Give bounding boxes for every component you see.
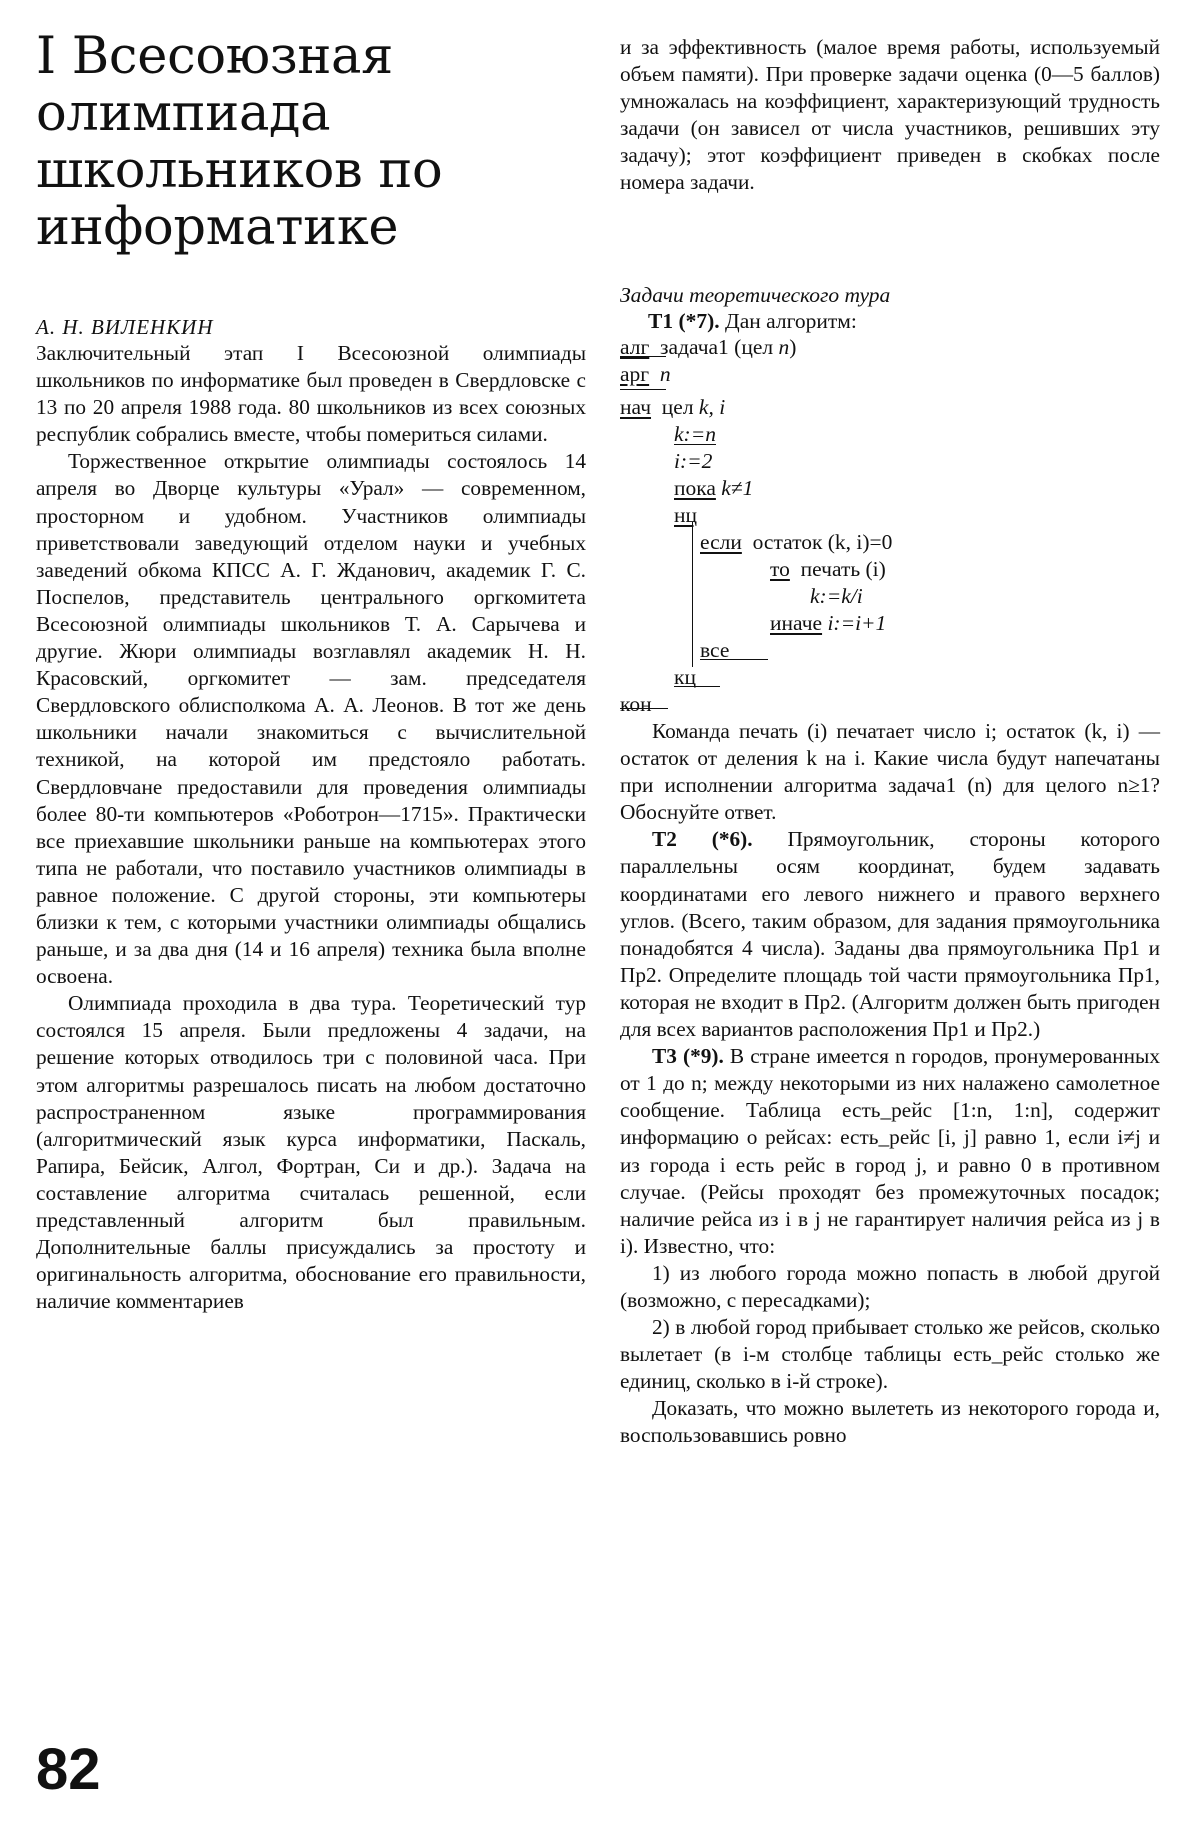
left-column-text [36,340,586,1315]
if-end-line [700,659,768,660]
code-var: n [659,362,671,386]
paragraph-intro: Заключительный этап I Всесоюзной олимпиады школьников по информатике был проведен в Свердловске с 13 по 20 апреля 1988 года. 80 школьников из всех союзных республик собрались вместе, чтобы помериться силами. [36,341,586,447]
bracket-line [620,356,666,357]
task-t3-label: Т3 (*9). [652,1044,724,1069]
listing-end-line [620,708,668,709]
keyword-poka: пока [674,476,716,500]
code-var: k, i [698,395,726,419]
code-line-arg [620,361,671,388]
code-line-kon [620,691,652,718]
task-t3-final: Доказать, что можно вылететь из некоторого города и, воспользовавшись ровно [620,1396,1160,1448]
keyword-nc: нц [674,503,698,527]
right-column-tasks [620,718,1160,1450]
code-line-then [770,556,886,583]
keyword-to: то [770,557,790,581]
task-t3-text: В стране имеется n городов, пронумерованных от 1 до n; между некоторыми из них налажено самолетное сообщение. Таблица есть_рейс [1:n, 1:n], содержит информацию о рейсах: есть_рейс [i, j] равно 1, если i≠j и из города i есть рейс в город j, и равно 0 в противном случае. (Рейсы проходят без промежуточных посадок; наличие рейса из i в j не гарантирует наличия рейса из j в i). Известно, что: [620,1044,1160,1258]
code-var: i:=i+1 [827,611,887,635]
task-t3 [620,1043,1160,1260]
code-text: цел [661,395,694,419]
article-title: I Всесоюзная олимпиада школьников по информатике [36,27,443,257]
section-heading: Задачи теоретического тура [620,283,891,307]
task-t2-label: Т2 (*6). [652,827,753,852]
loop-end-line [674,686,720,687]
task-t1-label: Т1 (*7). [648,309,720,333]
task-t2-text: Прямоугольник, стороны которого параллельны осям координат, будем задавать координатами его левого нижнего и правого верхнего углов. (Всего, таким образом, для задания прямоугольника понадобятся 4 числа). Заданы два прямоугольника Пр1 и Пр2. Определите площадь той части прямоугольника Пр1, которая не входит в Пр2. (Алгоритм должен быть пригоден для всех вариантов расположения Пр1 и Пр2.) [620,827,1161,1042]
article-author: А. Н. ВИЛЕНКИН [36,315,214,339]
bracket-line [620,389,666,390]
keyword-esli: если [700,530,742,554]
keyword-alg: алг [620,335,650,359]
keyword-kc: кц [674,665,696,689]
code-text: печать (i) [800,557,886,581]
keyword-arg: арг [620,362,650,386]
task-t3-item-2: 2) в любой город прибывает столько же рейсов, сколько вылетает (в i-м столбце таблицы есть_рейс столько же единиц, сколько в i-й строке). [620,1315,1160,1394]
paragraph-tours: Олимпиада проходила в два тура. Теоретический тур состоялся 15 апреля. Были предложены 4 задачи, на решение которых отводилось три с половиной часа. При этом алгоритмы разрешалось писать на любом достаточно распространенном языке программирования (алгоритмический язык курса информатики, Паскаль, Рапира, Бейсик, Алгол, Фортран, Си и др.). Задача на составление алгоритма считалась решенной, если представленный алгоритм был правильным. Дополнительные баллы присуждались за простоту и оригинальность алгоритма, обоснование его правильности, наличие комментариев [36,991,586,1314]
code-text: задача1 (цел [660,335,774,359]
keyword-nach: нач [620,395,652,419]
page-number: 82 [36,1737,101,1802]
paragraph-continuation: и за эффективность (малое время работы, используемый объем памяти). При проверке задачи оценка (0—5 баллов) умножалась на коэффициент, характеризующий трудность задачи (он зависел от числа участников, решивших эту задачу); этот коэффициент приведен в скобках после номера задачи. [620,35,1160,195]
task-t3-item-1: 1) из любого города можно попасть в любой другой (возможно, с пересадками); [620,1260,1160,1312]
code-var: k≠1 [721,476,754,500]
bracket-line [674,444,716,445]
right-column-continuation [620,34,1160,197]
code-line-assign-k: k:=n [674,422,716,446]
task-t2 [620,826,1160,1043]
task-t1-heading [648,309,857,334]
code-line-assign-i: i:=2 [674,449,713,473]
code-line-else [770,610,886,637]
code-line-while [674,475,753,502]
code-line-nach [620,394,725,421]
code-var: n [778,335,790,359]
keyword-kon: кон [620,692,652,716]
paragraph-opening: Торжественное открытие олимпиады состоялось 14 апреля во Дворце культуры «Урал» — современном, просторном и удобном. Участников олимпиады приветствовали заведующий отделом науки и учебных заведений обкома КПСС А. Г. Жданович, академик Г. С. Поспелов, представитель центрального оргкомитета Всесоюзной олимпиады школьников Т. А. Сарычева и другие. Жюри олимпиады возглавлял академик Н. Н. Красовский, оргкомитет — зам. председателя Свердловского облисполкома А. А. Леонов. В тот же день школьники начали знакомиться с вычислительной техникой, на которой им предстояло работать. Свердловчане предоставили для проведения олимпиады более 80-ти компьютеров «Роботрон—1715». Практически все приехавшие школьники раньше на компьютерах этого типа не работали, что поставило участников олимпиады в равное положение. С другой стороны, эти компьютеры близки к тем, с которыми участники олимпиады общались раньше, и за два дня (14 и 16 апреля) техника была вполне освоена. [36,449,586,989]
code-line-if [700,529,892,556]
task-t1-intro: Дан алгоритм: [725,309,857,333]
code-text: ) [789,335,797,359]
code-text: остаток (k, i)=0 [752,530,893,554]
code-line-nc [674,502,697,529]
keyword-inache: иначе [770,611,823,635]
task-t1-explanation: Команда печать (i) печатает число i; остаток (k, i) — остаток от деления k на i. Какие числа будут напечатаны при исполнении алгоритма задача1 (n) для целого n≥1? Обоснуйте ответ. [620,719,1160,825]
keyword-vse: все [700,638,730,662]
code-line-divide: k:=k/i [810,584,863,608]
loop-bracket [692,522,693,667]
